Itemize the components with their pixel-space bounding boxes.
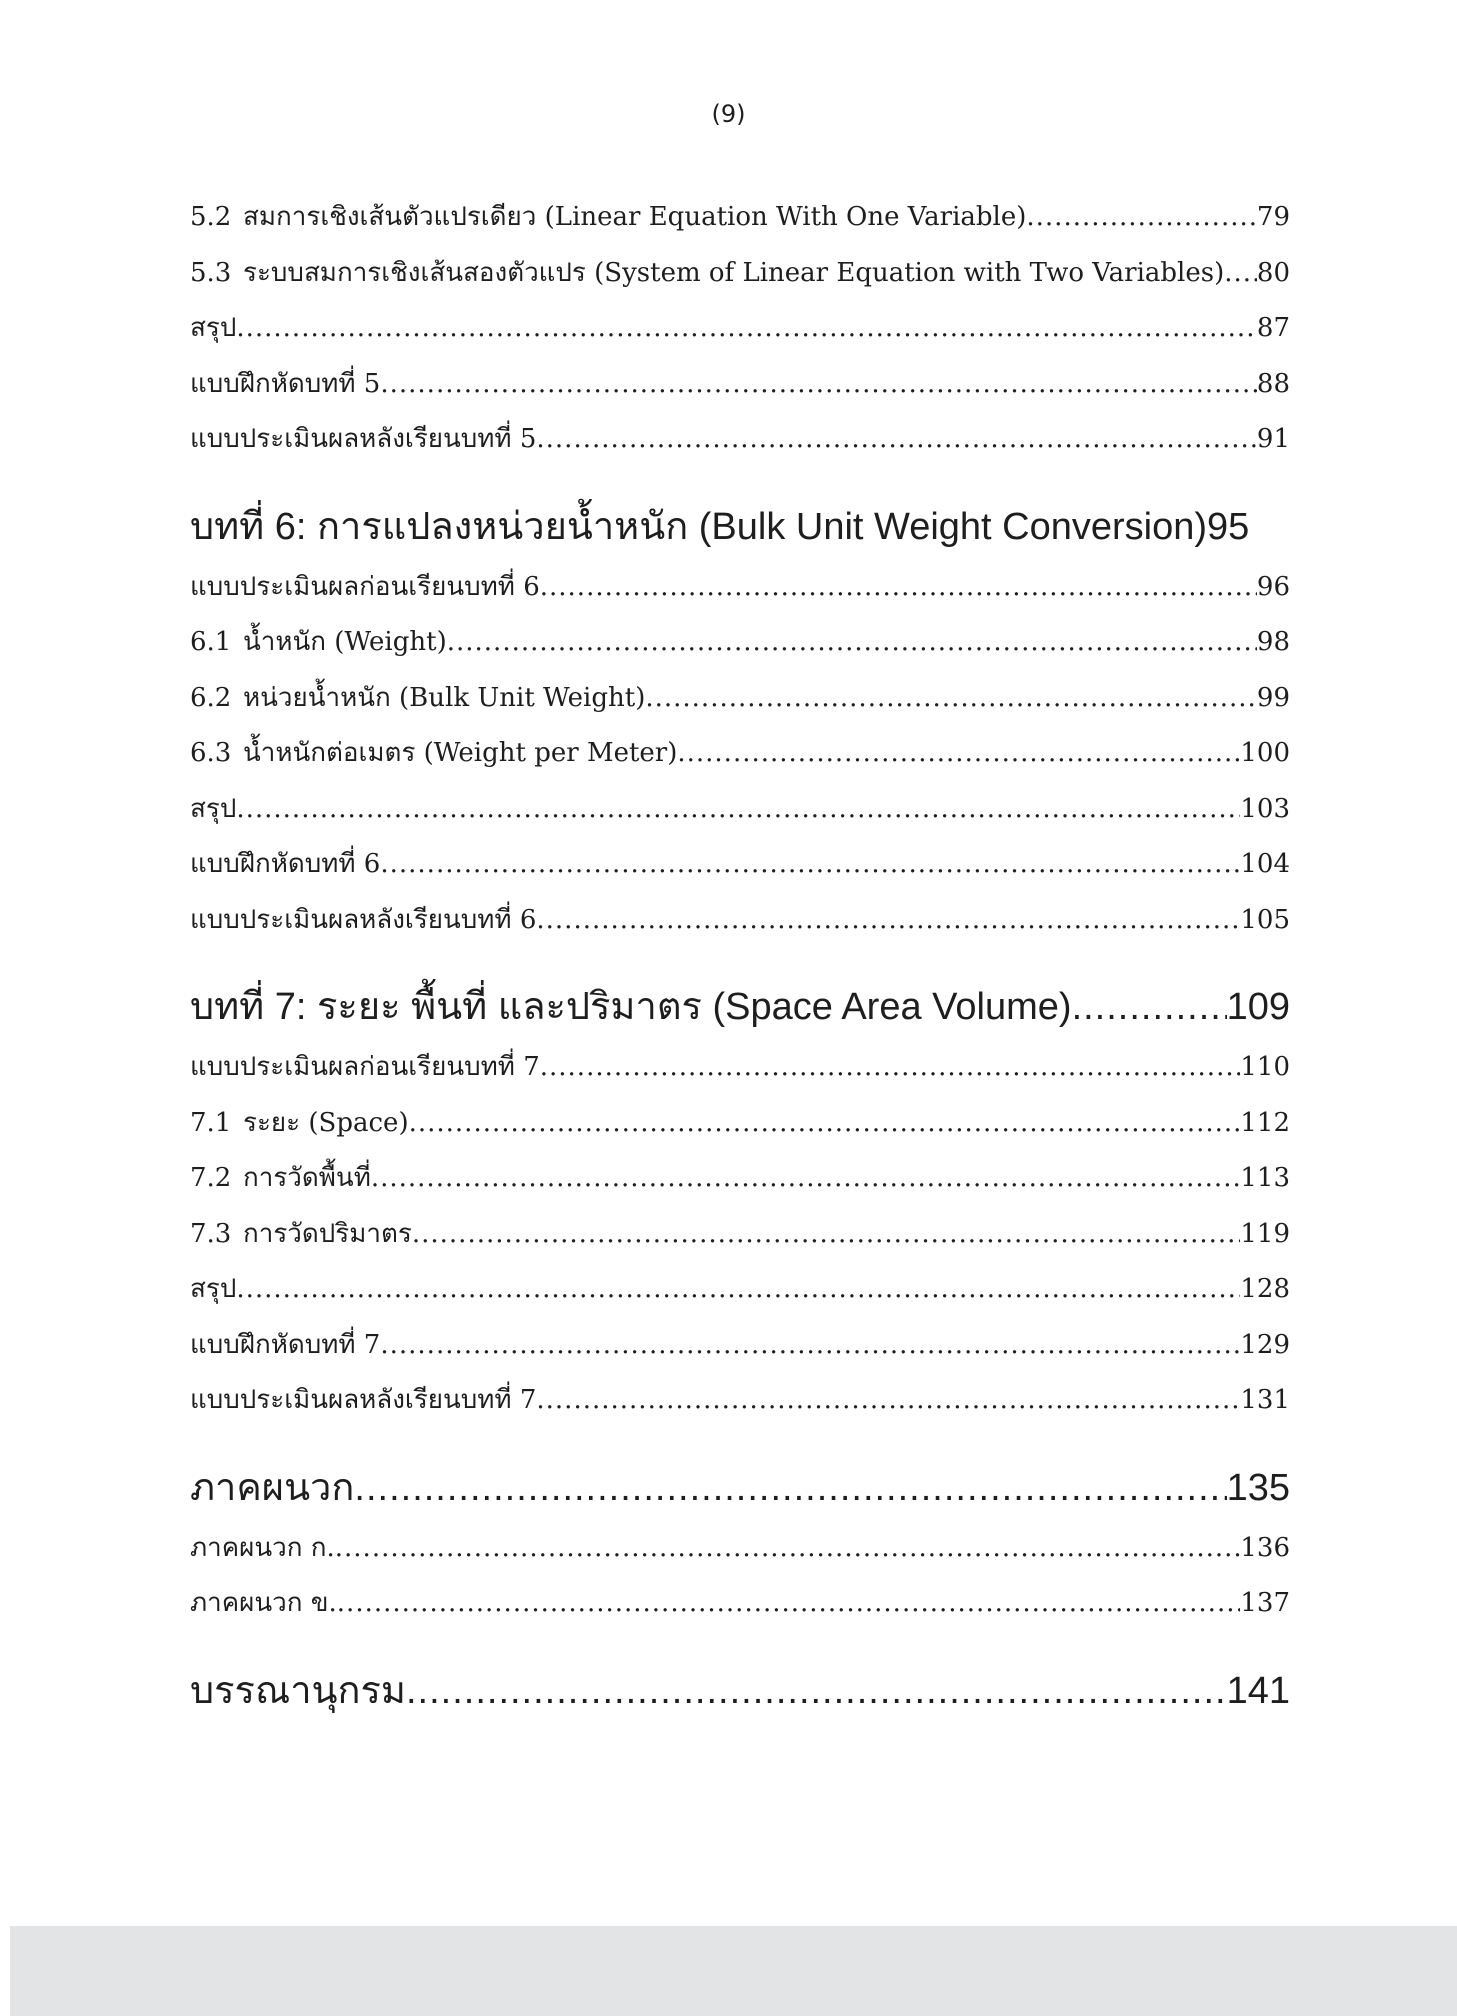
toc-leader-dots (380, 837, 1240, 893)
toc-title: บทที่ 7: ระยะ พื้นที่ และปริมาตร (Space Area Volume) (190, 986, 1072, 1028)
toc-page-number: 105 (1240, 904, 1290, 935)
toc-leader-dots (337, 1576, 1241, 1632)
toc-title: หน่วยน้ำหนัก (Bulk Unit Weight) (243, 682, 646, 713)
footer-band (10, 1926, 1457, 2016)
toc-leader-dots (380, 1318, 1240, 1374)
toc-entry (190, 1151, 1290, 1207)
toc-entry (190, 1318, 1290, 1374)
toc-page-number: 104 (1240, 849, 1290, 879)
toc-title: แบบฝึกหัดบทที่ 7 (190, 1329, 381, 1360)
toc-section-number: 6.3 (190, 738, 232, 768)
toc-leader-dots (1224, 246, 1257, 302)
toc-title: ภาคผนวก ข. (190, 1588, 337, 1618)
toc-leader-dots (406, 1658, 1227, 1724)
toc-title: บทที่ 6: การแปลงหน่วยน้ำหนัก (Bulk Unit Weight Conversion) (190, 505, 1208, 548)
toc-leader-dots (540, 1040, 1241, 1096)
toc-title: แบบประเมินผลหลังเรียนบทที่ 5 (190, 424, 537, 454)
toc-section-number: 5.3 (190, 257, 232, 288)
toc-page-number: 96 (1256, 571, 1290, 602)
toc-title: สรุป (190, 1274, 237, 1304)
toc-leader-dots (236, 301, 1257, 357)
toc-leader-dots (236, 782, 1240, 838)
toc-entry (190, 412, 1290, 468)
toc-leader-dots (1072, 974, 1227, 1040)
toc-page-number: 109 (1226, 986, 1290, 1028)
toc-title: น้ำหนักต่อเมตร (Weight per Meter) (243, 738, 678, 768)
page-number: (9) (711, 100, 746, 128)
toc-page-number: 98 (1256, 627, 1290, 657)
toc-page-number: 91 (1256, 424, 1290, 454)
toc-page-number: 136 (1240, 1532, 1290, 1563)
toc-entry (190, 893, 1290, 949)
toc-leader-dots (1026, 190, 1257, 246)
toc-entry (190, 837, 1290, 893)
toc-entry (190, 1373, 1290, 1429)
toc-title: แบบประเมินผลก่อนเรียนบทที่ 6 (190, 571, 540, 602)
toc-page-number: 141 (1226, 1669, 1290, 1712)
toc-entry (190, 1207, 1290, 1263)
toc-title: สมการเชิงเส้นตัวแปรเดียว (Linear Equation With One Variable) (243, 202, 1027, 232)
toc-title: แบบประเมินผลก่อนเรียนบทที่ 7 (190, 1052, 540, 1082)
toc-leader-dots (335, 1521, 1241, 1577)
toc-page-number: 88 (1256, 368, 1290, 399)
toc-leader-dots (540, 560, 1257, 616)
toc-title: สรุป (190, 793, 237, 824)
toc-entry (190, 1576, 1290, 1632)
toc-section-number: 7.3 (190, 1218, 232, 1249)
toc-entry (190, 246, 1290, 302)
toc-page-number: 99 (1256, 682, 1290, 713)
toc-entry (190, 615, 1290, 671)
toc-section-number: 5.2 (190, 202, 232, 232)
toc-leader-dots (447, 615, 1257, 671)
toc-entry (190, 301, 1290, 357)
toc-page-number: 79 (1256, 202, 1290, 232)
toc-section-number: 7.2 (190, 1163, 232, 1193)
toc-title: ภาคผนวก ก. (190, 1532, 335, 1563)
toc-title: การวัดพื้นที่ (243, 1163, 371, 1193)
toc-leader-dots (536, 412, 1257, 468)
toc-leader-dots (677, 726, 1240, 782)
toc-leader-dots (412, 1207, 1241, 1263)
toc-page-number: 131 (1240, 1385, 1290, 1415)
toc-chapter-heading (190, 494, 1290, 560)
toc-section-number: 6.1 (190, 627, 232, 657)
toc-chapter-heading (190, 1658, 1290, 1724)
toc-entry (190, 190, 1290, 246)
toc-entry (190, 1040, 1290, 1096)
toc-page-number: 119 (1240, 1218, 1290, 1249)
toc-entry (190, 560, 1290, 616)
toc-entry (190, 357, 1290, 413)
toc-title: สรุป (190, 313, 237, 343)
toc-leader-dots (236, 1262, 1240, 1318)
toc-title: น้ำหนัก (Weight) (243, 627, 447, 657)
toc-leader-dots (380, 357, 1257, 413)
toc-title: แบบประเมินผลหลังเรียนบทที่ 6 (190, 904, 537, 935)
toc-leader-dots (371, 1151, 1241, 1207)
toc-chapter-heading (190, 974, 1290, 1040)
toc-leader-dots (536, 893, 1240, 949)
toc-title: ระบบสมการเชิงเส้นสองตัวแปร (System of Linear Equation with Two Variables) (243, 257, 1225, 288)
toc-entry (190, 1096, 1290, 1152)
toc-title: บรรณานุกรม (190, 1669, 406, 1712)
toc-page-number: 137 (1240, 1588, 1290, 1618)
toc-entry (190, 726, 1290, 782)
toc-page-number: 113 (1240, 1163, 1290, 1193)
toc-title: แบบประเมินผลหลังเรียนบทที่ 7 (190, 1385, 537, 1415)
toc-page-number: 95 (1207, 505, 1250, 548)
toc-section-number: 7.1 (190, 1107, 232, 1138)
toc-chapter-heading (190, 1455, 1290, 1521)
toc-page-number: 112 (1240, 1107, 1290, 1138)
toc-leader-dots (536, 1373, 1240, 1429)
toc-title: การวัดปริมาตร (243, 1218, 412, 1249)
toc-leader-dots (354, 1455, 1226, 1521)
toc-leader-dots (645, 671, 1257, 727)
toc-title: แบบฝึกหัดบทที่ 6 (190, 849, 381, 879)
toc-page-number: 110 (1240, 1052, 1290, 1082)
toc-entry (190, 1521, 1290, 1577)
toc-page-number: 80 (1256, 257, 1290, 288)
toc-title: แบบฝึกหัดบทที่ 5 (190, 368, 381, 399)
toc-title: ระยะ (Space) (243, 1107, 409, 1138)
toc-page-number: 100 (1240, 738, 1290, 768)
toc-page-number: 129 (1240, 1329, 1290, 1360)
toc-page-number: 128 (1240, 1274, 1290, 1304)
toc-page-number: 87 (1256, 313, 1290, 343)
toc-page-number: 103 (1240, 793, 1290, 824)
toc-entry (190, 1262, 1290, 1318)
toc-entry (190, 782, 1290, 838)
toc-leader-dots (409, 1096, 1241, 1152)
toc-page-number: 135 (1226, 1466, 1290, 1509)
toc-title: ภาคผนวก (190, 1466, 355, 1509)
table-of-contents (190, 190, 1290, 1724)
toc-section-number: 6.2 (190, 682, 232, 713)
toc-entry (190, 671, 1290, 727)
